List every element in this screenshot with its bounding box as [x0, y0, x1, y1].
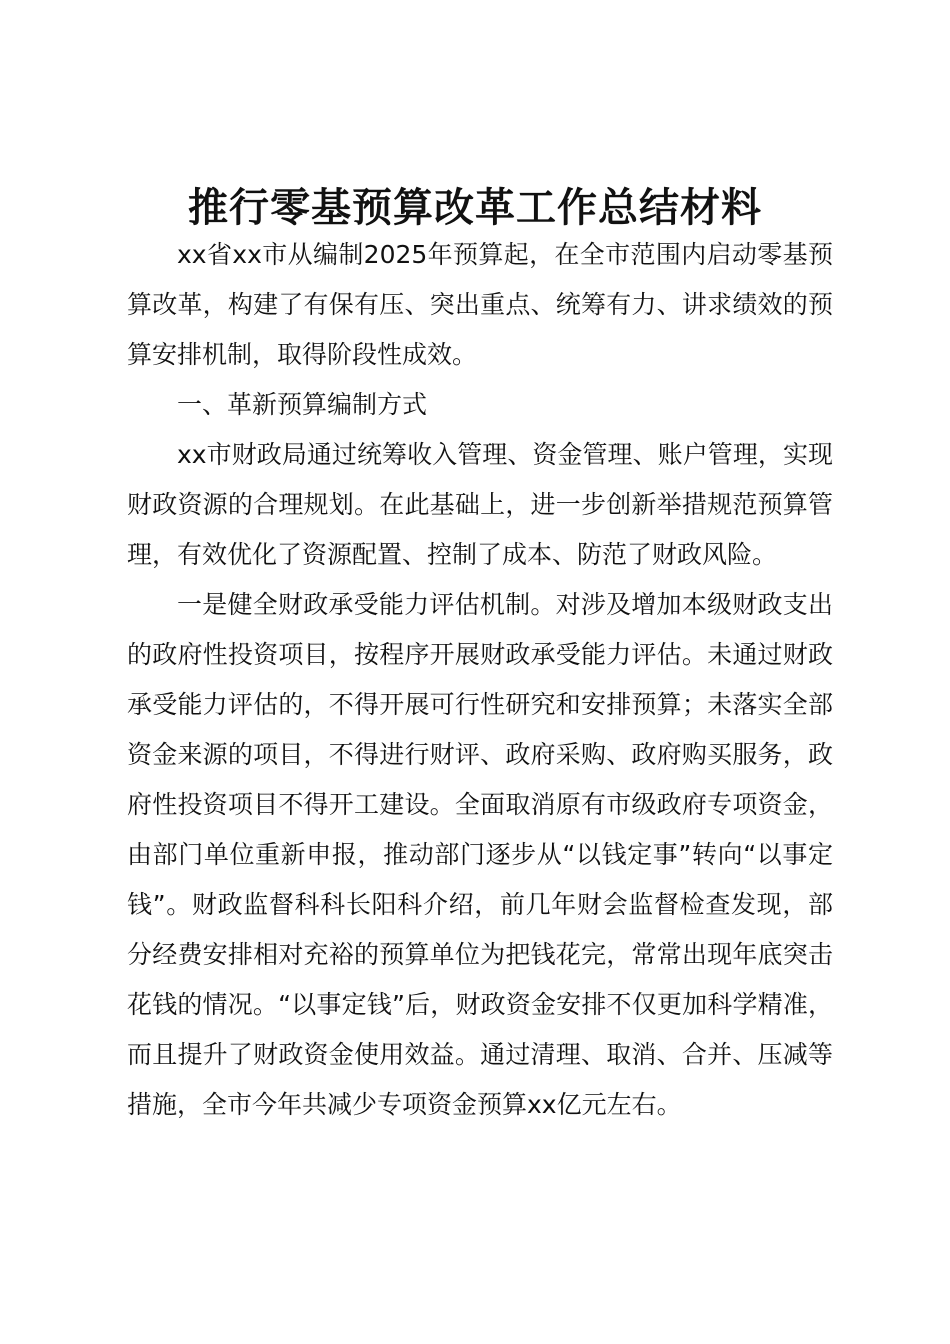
document-body: [127, 230, 833, 1130]
intro-paragraph: xx省xx市从编制2025年预算起，在全市范围内启动零基预算改革，构建了有保有压、突出重点、统筹有力、讲求绩效的预算安排机制，取得阶段性成效。: [127, 240, 833, 369]
section-heading: 一、革新预算编制方式: [177, 390, 428, 419]
document-title: 推行零基预算改革工作总结材料: [188, 184, 762, 231]
body-paragraph: 一是健全财政承受能力评估机制。对涉及增加本级财政支出的政府性投资项目，按程序开展财政承受能力评估。未通过财政承受能力评估的，不得开展可行性研究和安排预算；未落实全部资金来源的项目，不得进行财评、政府采购、政府购买服务，政府性投资项目不得开工建设。全面取消原有市级政府专项资金，由部门单位重新申报，推动部门逐步从“以钱定事”转向“以事定钱”。财政监督科科长阳科介绍，前几年财会监督检查发现，部分经费安排相对充裕的预算单位为把钱花完，常常出现年底突击花钱的情况。“以事定钱”后，财政资金安排不仅更加科学精准，而且提升了财政资金使用效益。通过清理、取消、合并、压减等措施，全市今年共减少专项资金预算xx亿元左右。: [127, 590, 833, 1119]
body-paragraph: xx市财政局通过统筹收入管理、资金管理、账户管理，实现财政资源的合理规划。在此基础上，进一步创新举措规范预算管理，有效优化了资源配置、控制了成本、防范了财政风险。: [127, 440, 833, 569]
